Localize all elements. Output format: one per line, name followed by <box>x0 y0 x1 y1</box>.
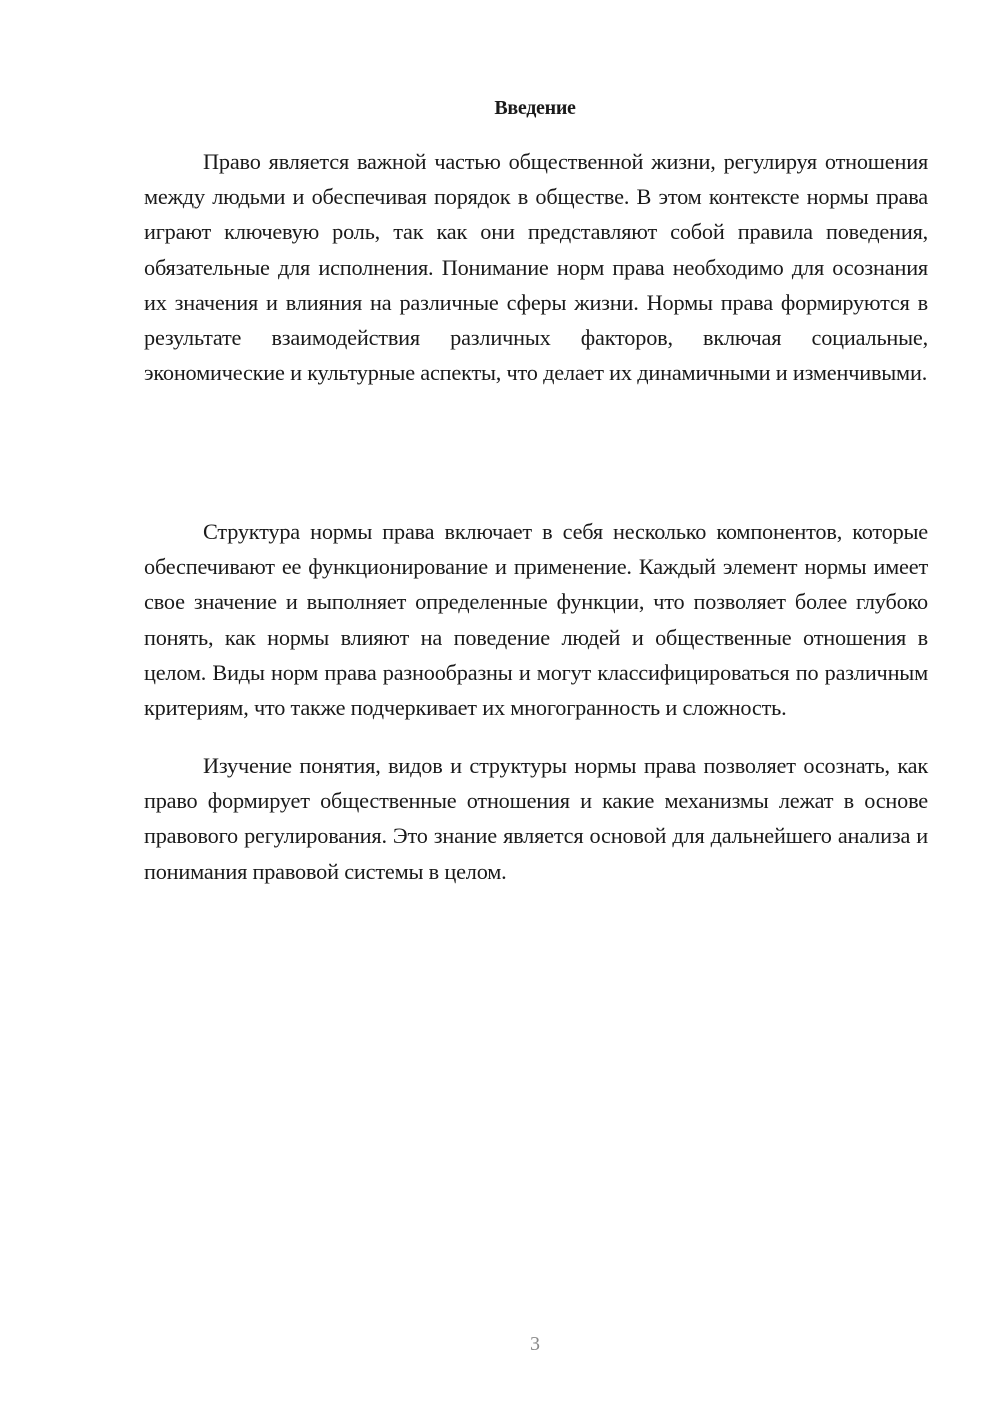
paragraph-1: Право является важной частью общественной жизни, регулируя отношения между людьми и обеспечивая порядок в обществе. В этом контексте нормы права играют ключевую роль, так как они представляют собой правила поведения, обязательные для исполнения. Понимание норм права необходимо для осознания их значения и влияния на различные сферы жизни. Нормы права формируются в результате взаимодействия различных факторов, включая социальные, экономические и культурные аспекты, что делает их динамичными и изменчивыми. <box>144 149 928 386</box>
paragraph-2: Структура нормы права включает в себя несколько компонентов, которые обеспечивают ее функционирование и применение. Каждый элемент нормы имеет свое значение и выполняет определенные функции, что позволяет более глубоко понять, как нормы влияют на поведение людей и общественные отношения в целом. Виды норм права разнообразны и могут классифицироваться по различным критериям, что также подчеркивает их многогранность и сложность. <box>144 519 928 721</box>
paragraph-3: Изучение понятия, видов и структуры нормы права позволяет осознать, как право формирует общественные отношения и какие механизмы лежат в основе правового регулирования. Это знание является основой для дальнейшего анализа и понимания правовой системы в целом. <box>144 753 928 884</box>
section-heading: Введение <box>494 97 576 119</box>
page-number: 3 <box>530 1333 540 1355</box>
